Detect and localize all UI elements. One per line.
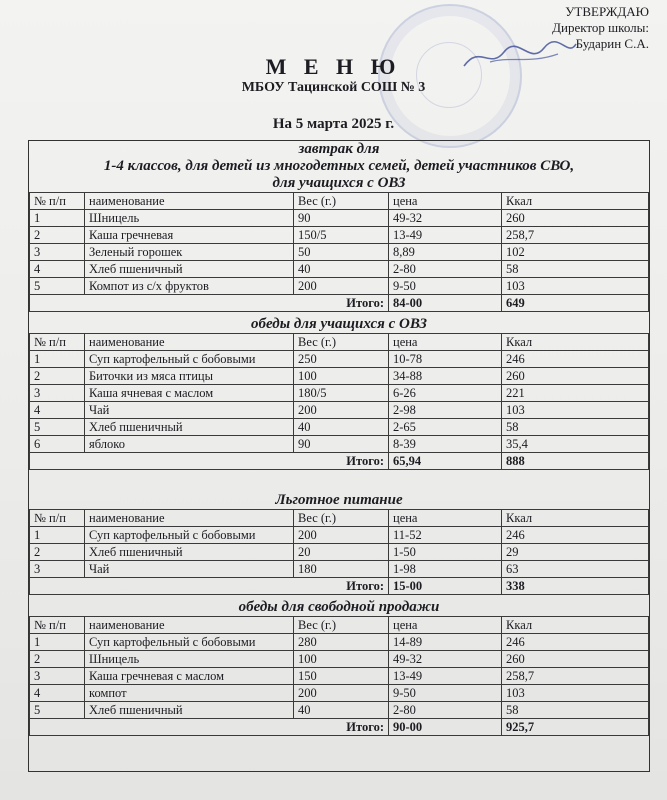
approval-block [552,4,649,52]
table-cell: 49-32 [389,210,502,227]
table-cell: 200 [294,402,389,419]
table-cell: 9-50 [389,685,502,702]
column-header: № п/п [30,334,85,351]
table-cell: 40 [294,702,389,719]
table-cell: 180 [294,561,389,578]
table-cell: 103 [502,402,649,419]
table-cell: 2 [30,651,85,668]
table-cell: 49-32 [389,651,502,668]
section-title: обеды для свободной продажи [238,599,440,615]
column-header: Ккал [502,617,649,634]
total-label: Итого: [294,453,389,470]
table-cell: Чай [85,402,294,419]
table-cell: 8,89 [389,244,502,261]
menu-section [29,492,649,595]
table-header-row [30,617,649,634]
menu-section [29,141,649,312]
column-header: цена [389,334,502,351]
table-cell: 103 [502,278,649,295]
total-kcal: 888 [502,453,649,470]
table-cell: 2-65 [389,419,502,436]
section-title: 1-4 классов, для детей из многодетных семей, детей участников СВО, [103,158,575,174]
column-header: цена [389,510,502,527]
table-cell: 200 [294,527,389,544]
table-row [30,261,649,278]
total-kcal: 649 [502,295,649,312]
table-cell: 58 [502,419,649,436]
director-name: Бударин С.А. [575,36,649,51]
total-price: 84-00 [389,295,502,312]
table-cell: 4 [30,685,85,702]
total-row [30,578,649,595]
table-cell: 1 [30,634,85,651]
table-cell: 13-49 [389,668,502,685]
table-cell: 3 [30,244,85,261]
column-header: № п/п [30,617,85,634]
table-cell: 1-50 [389,544,502,561]
table-cell: 40 [294,419,389,436]
table-cell: 260 [502,651,649,668]
table-cell: 34-88 [389,368,502,385]
column-header: Вес (г.) [294,510,389,527]
table-cell: 3 [30,385,85,402]
table-cell: 1 [30,351,85,368]
table-cell: 90 [294,436,389,453]
section-title: для учащихся с ОВЗ [272,175,406,191]
table-cell: 103 [502,685,649,702]
total-price: 15-00 [389,578,502,595]
total-label: Итого: [294,578,389,595]
total-blank-cell [30,719,294,736]
table-cell: 2-80 [389,702,502,719]
table-cell: 246 [502,527,649,544]
column-header: Вес (г.) [294,617,389,634]
table-cell: 150/5 [294,227,389,244]
table-row [30,368,649,385]
total-price: 65,94 [389,453,502,470]
column-header: наименование [85,617,294,634]
menu-table [29,509,649,595]
table-cell: 10-78 [389,351,502,368]
table-row [30,702,649,719]
table-cell: 100 [294,368,389,385]
table-row [30,544,649,561]
total-row [30,295,649,312]
table-cell: 4 [30,402,85,419]
table-row [30,527,649,544]
table-row [30,419,649,436]
table-row [30,668,649,685]
table-cell: 13-49 [389,227,502,244]
column-header: № п/п [30,510,85,527]
table-cell: 246 [502,351,649,368]
table-cell: 221 [502,385,649,402]
table-cell: 6-26 [389,385,502,402]
table-cell: 2 [30,544,85,561]
table-cell: 63 [502,561,649,578]
table-row [30,227,649,244]
table-cell: 1 [30,527,85,544]
table-cell: 50 [294,244,389,261]
table-cell: 200 [294,278,389,295]
table-row [30,385,649,402]
table-cell: Суп картофельный с бобовыми [85,527,294,544]
table-cell: 100 [294,651,389,668]
table-cell: Каша ячневая с маслом [85,385,294,402]
total-kcal: 338 [502,578,649,595]
table-cell: 2-98 [389,402,502,419]
column-header: № п/п [30,193,85,210]
menu-section [29,316,649,470]
section-title: завтрак для [298,141,380,157]
column-header: наименование [85,334,294,351]
menu-table [29,616,649,736]
table-header-row [30,510,649,527]
column-header: наименование [85,193,294,210]
column-header: цена [389,193,502,210]
table-cell: 5 [30,278,85,295]
table-cell: 2 [30,227,85,244]
table-header-row [30,334,649,351]
table-cell: 1 [30,210,85,227]
column-header: Вес (г.) [294,334,389,351]
table-row [30,651,649,668]
table-cell: 258,7 [502,227,649,244]
section-title: Льготное питание [275,492,403,508]
table-cell: 58 [502,702,649,719]
table-cell: Суп картофельный с бобовыми [85,634,294,651]
table-cell: 2 [30,368,85,385]
table-cell: 29 [502,544,649,561]
table-cell: Каша гречневая с маслом [85,668,294,685]
table-cell: 102 [502,244,649,261]
table-cell: компот [85,685,294,702]
table-cell: Хлеб пшеничный [85,261,294,278]
table-cell: Чай [85,561,294,578]
table-cell: Хлеб пшеничный [85,544,294,561]
table-cell: 58 [502,261,649,278]
table-cell: 5 [30,419,85,436]
table-cell: 90 [294,210,389,227]
table-cell: Шницель [85,651,294,668]
total-blank-cell [30,295,294,312]
total-label: Итого: [294,295,389,312]
menu-table [29,333,649,470]
table-cell: 260 [502,210,649,227]
table-cell: 9-50 [389,278,502,295]
total-kcal: 925,7 [502,719,649,736]
approve-label: УТВЕРЖДАЮ [565,4,649,19]
menu-frame [28,140,650,772]
table-cell: 20 [294,544,389,561]
table-cell: 6 [30,436,85,453]
table-row [30,210,649,227]
table-cell: 1-98 [389,561,502,578]
table-cell: 150 [294,668,389,685]
table-cell: 280 [294,634,389,651]
table-row [30,244,649,261]
column-header: Ккал [502,334,649,351]
table-cell: 3 [30,668,85,685]
table-cell: 4 [30,261,85,278]
table-row [30,351,649,368]
table-row [30,278,649,295]
table-cell: 35,4 [502,436,649,453]
table-row [30,561,649,578]
table-cell: 260 [502,368,649,385]
total-blank-cell [30,453,294,470]
total-row [30,453,649,470]
table-cell: 2-80 [389,261,502,278]
director-label: Директор школы: [552,20,649,35]
section-title: обеды для учащихся с ОВЗ [251,316,427,332]
table-cell: 246 [502,634,649,651]
total-blank-cell [30,578,294,595]
table-cell: 200 [294,685,389,702]
table-row [30,634,649,651]
school-name: МБОУ Тацинской СОШ № 3 [241,80,426,95]
table-cell: Компот из с/х фруктов [85,278,294,295]
table-cell: 258,7 [502,668,649,685]
table-row [30,436,649,453]
table-cell: Зеленый горошек [85,244,294,261]
table-cell: 5 [30,702,85,719]
total-row [30,719,649,736]
column-header: цена [389,617,502,634]
column-header: Вес (г.) [294,193,389,210]
table-cell: 3 [30,561,85,578]
table-cell: 250 [294,351,389,368]
page-title: М Е Н Ю [265,54,402,79]
table-cell: Биточки из мяса птицы [85,368,294,385]
table-cell: 14-89 [389,634,502,651]
table-cell: 40 [294,261,389,278]
table-cell: Каша гречневая [85,227,294,244]
table-row [30,685,649,702]
table-cell: яблоко [85,436,294,453]
total-price: 90-00 [389,719,502,736]
column-header: Ккал [502,193,649,210]
menu-table [29,192,649,312]
table-cell: Хлеб пшеничный [85,702,294,719]
table-cell: Суп картофельный с бобовыми [85,351,294,368]
total-label: Итого: [294,719,389,736]
table-header-row [30,193,649,210]
column-header: наименование [85,510,294,527]
table-cell: Хлеб пшеничный [85,419,294,436]
menu-section [29,599,649,736]
table-cell: 8-39 [389,436,502,453]
table-row [30,402,649,419]
table-cell: 11-52 [389,527,502,544]
column-header: Ккал [502,510,649,527]
table-cell: 180/5 [294,385,389,402]
menu-date: На 5 марта 2025 г. [272,116,395,132]
table-cell: Шницель [85,210,294,227]
